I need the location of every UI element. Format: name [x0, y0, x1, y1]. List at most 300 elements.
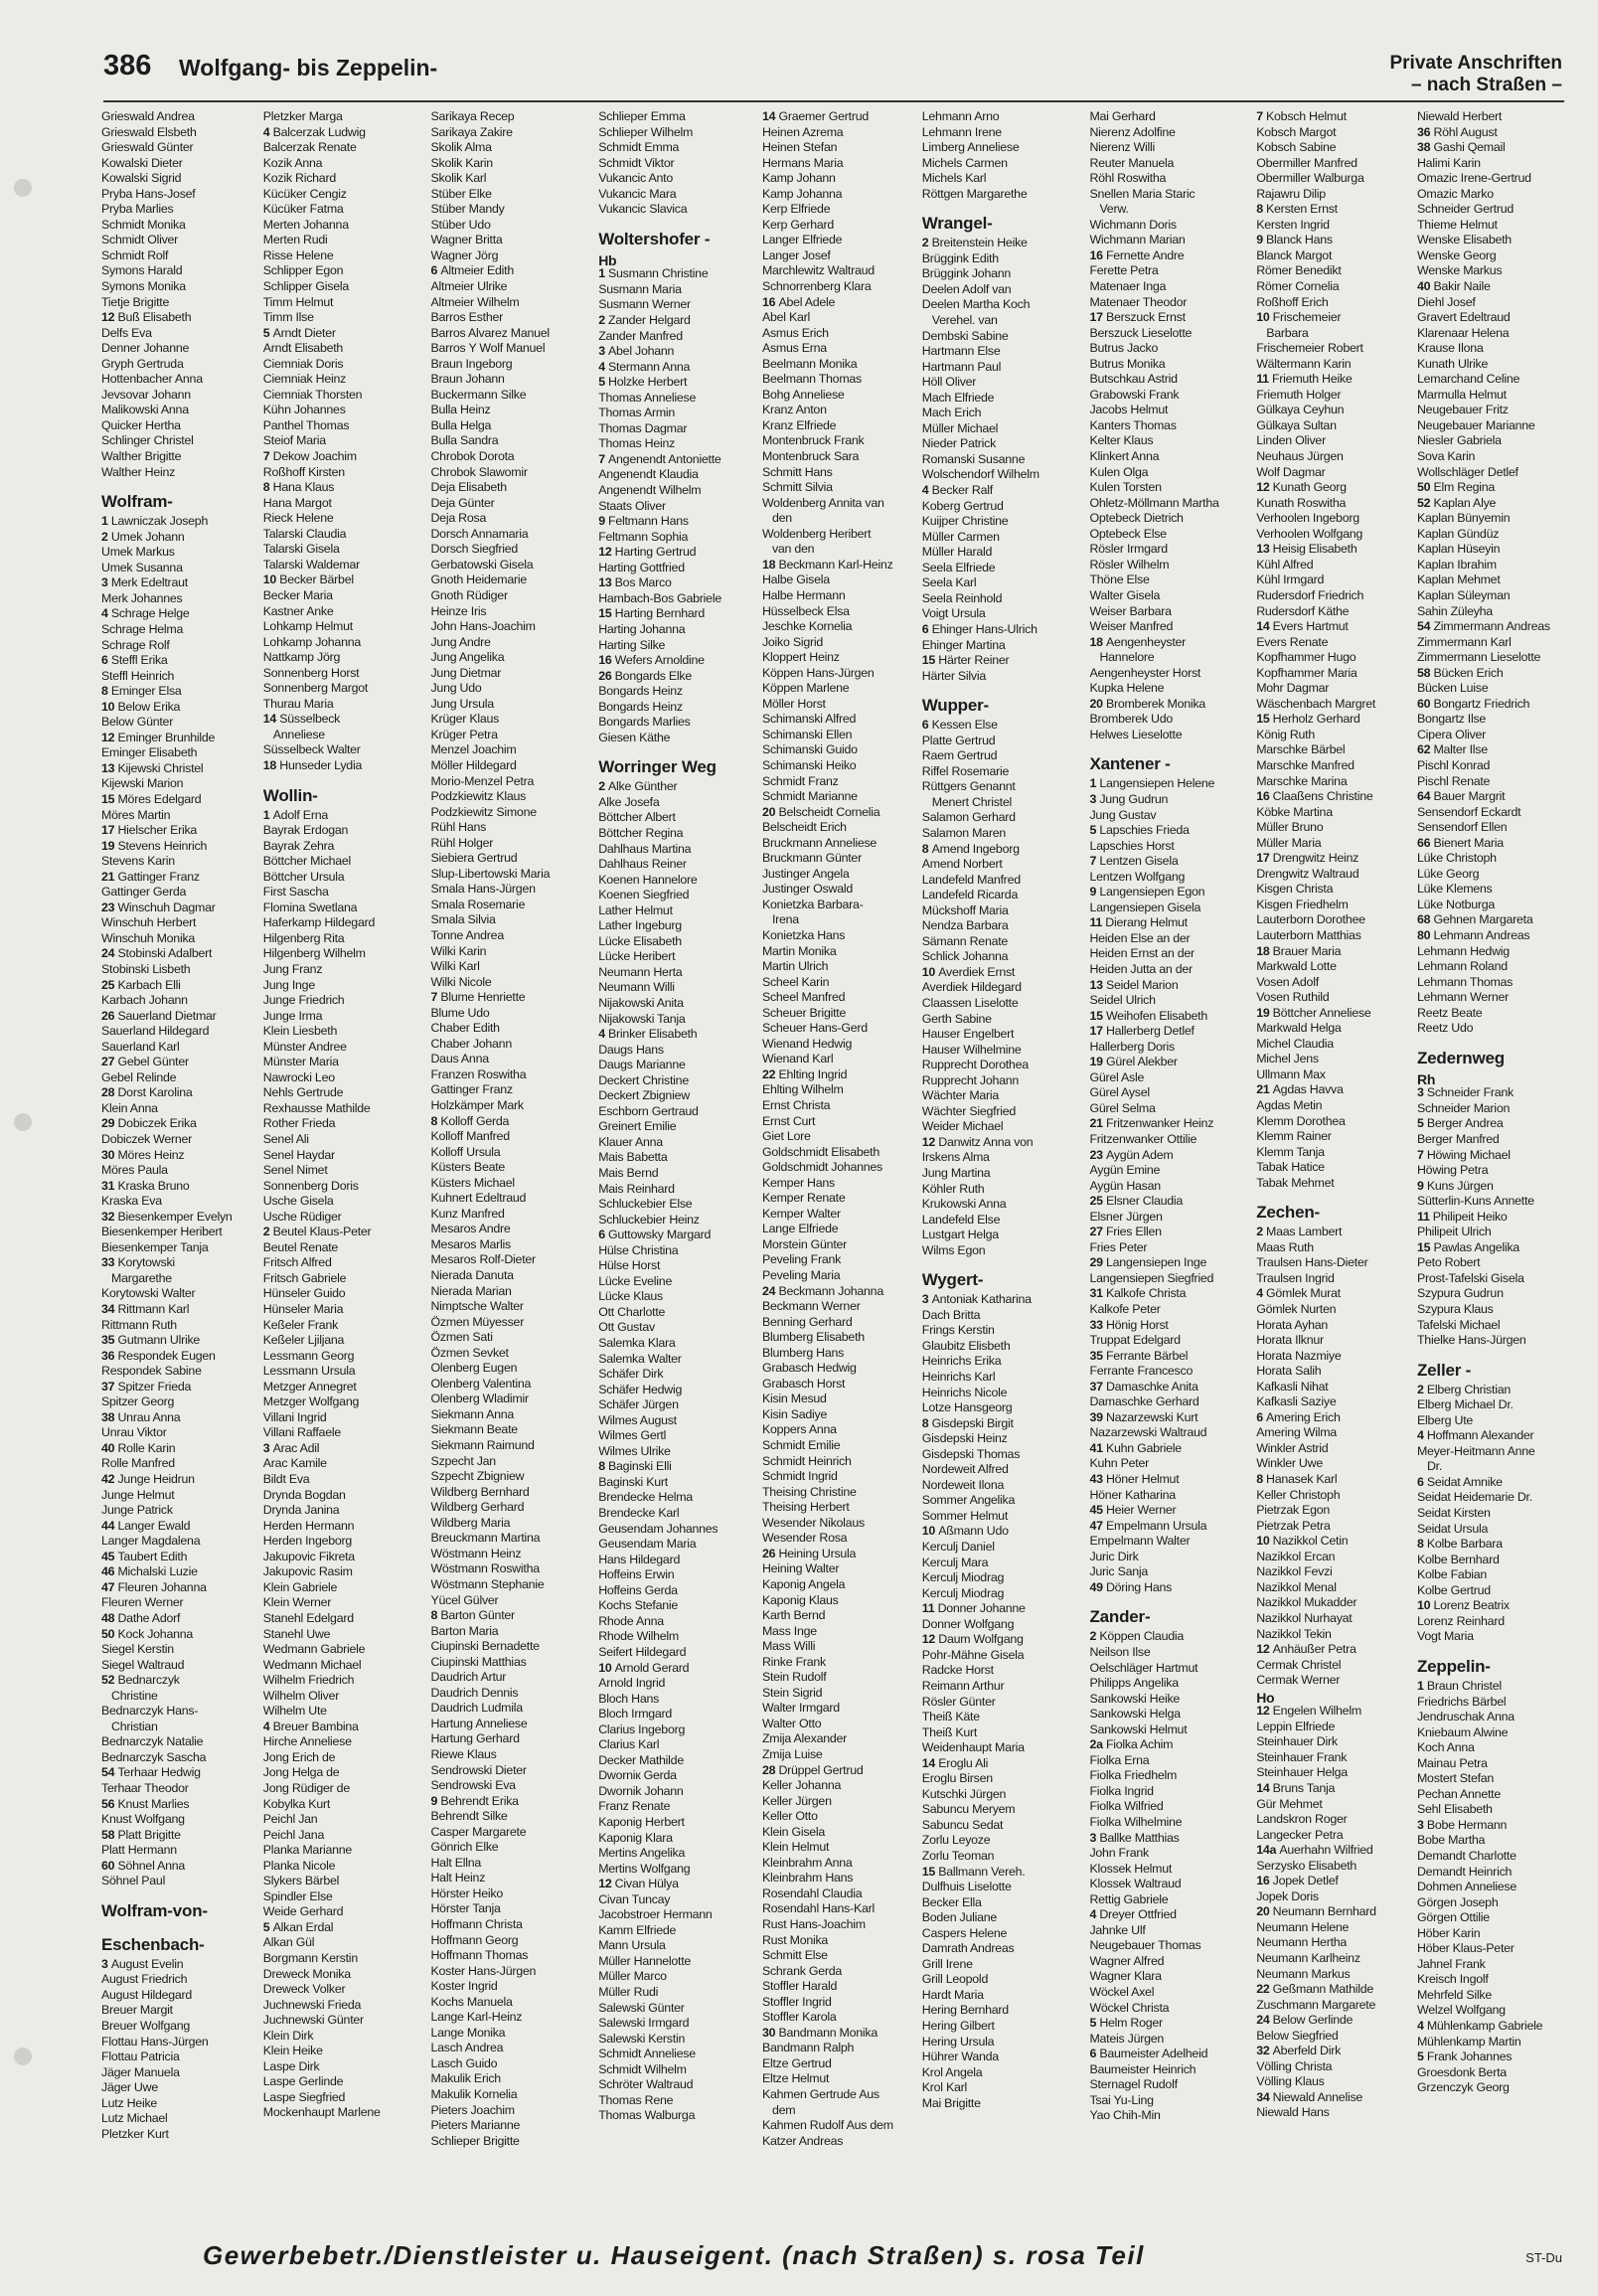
house-number: 14 — [262, 712, 280, 727]
resident-entry: Lehmann Thomas — [1416, 974, 1514, 989]
resident-entry: Rüttgers Genannt — [921, 779, 1016, 794]
resident-entry: Yao Chih-Min — [1089, 2108, 1161, 2123]
resident-entry: Gebel Relinde — [101, 1069, 177, 1084]
resident-entry: Schmidt Heinrich — [761, 1453, 852, 1468]
district-code: Hb — [598, 251, 617, 267]
resident-entry: Usche Gisela — [262, 1194, 334, 1209]
resident-entry: Lessmann Ursula — [262, 1364, 356, 1379]
house-number: 30 — [101, 1147, 118, 1162]
resident-entry: 2 Alke Günther — [598, 779, 678, 794]
resident-entry: Görgen Joseph — [1416, 1894, 1499, 1909]
section-title-line2: – nach Straßen – — [1410, 75, 1562, 95]
resident-entry: Gürel Asle — [1089, 1069, 1145, 1084]
resident-entry: Neugebauer Thomas — [1089, 1938, 1201, 1953]
resident-entry: Thurau Maria — [262, 696, 334, 711]
resident-entry: Rust Monika — [761, 1932, 829, 1947]
resident-entry: Barros Alvarez Manuel — [430, 325, 550, 340]
resident-entry: Sommer Angelika — [921, 1493, 1016, 1508]
resident-entry: Szpecht Jan — [430, 1453, 496, 1468]
resident-entry: Jopek Doris — [1256, 1888, 1319, 1903]
resident-entry: Beutel Renate — [262, 1239, 339, 1254]
house-number: 2 — [598, 779, 609, 794]
resident-entry: 18 Aengenheyster — [1089, 634, 1187, 649]
resident-entry: 2 Umek Johann — [101, 529, 185, 544]
resident-entry: Krause Ilona — [1416, 341, 1484, 356]
resident-entry: Bongartz Ilse — [1416, 712, 1487, 727]
resident-entry: Lehmann Arno — [921, 109, 1000, 123]
resident-entry: 29 Dobiczek Erika — [101, 1116, 197, 1131]
house-number: 58 — [101, 1827, 118, 1842]
resident-entry: Koster Hans-Jürgen — [430, 1963, 537, 1978]
resident-entry: Ehlting Wilhelm — [761, 1082, 844, 1097]
resident-entry: Drynda Bogdan — [262, 1487, 346, 1502]
resident-entry: Keßeler Frank — [262, 1317, 339, 1332]
house-number: 39 — [1089, 1409, 1106, 1424]
resident-entry: Klein Werner — [262, 1595, 332, 1610]
resident-entry: 3 Ballke Matthias — [1089, 1830, 1180, 1845]
resident-entry: Wildberg Gerhard — [430, 1500, 525, 1515]
resident-entry: Böttcher Michael — [262, 854, 352, 869]
resident-entry: Smala Hans-Jürgen — [430, 882, 536, 897]
resident-entry: Harting Gottfried — [598, 560, 685, 574]
resident-entry: Zimmermann Karl — [1416, 634, 1512, 649]
house-number: 4 — [598, 359, 609, 374]
resident-entry: Blumberg Hans — [761, 1345, 845, 1360]
resident-entry: Kerculj Daniel — [921, 1540, 995, 1555]
resident-entry: Horata Salih — [1256, 1364, 1322, 1379]
resident-entry: Sarikaya Recep — [430, 109, 515, 123]
house-number: 6 — [598, 1228, 609, 1242]
resident-entry: Mesaros Marlis — [430, 1236, 511, 1251]
resident-entry: 2 Beutel Klaus-Peter — [262, 1225, 372, 1239]
resident-entry: 15 Harting Bernhard — [598, 606, 706, 621]
resident-entry: Timm Helmut — [262, 294, 334, 309]
resident-entry: Belscheidt Erich — [761, 820, 847, 835]
house-number: 2 — [598, 313, 609, 328]
resident-entry: Gür Mehmet — [1256, 1796, 1323, 1811]
resident-entry: Rajawru Dilip — [1256, 186, 1326, 201]
resident-entry: Görgen Ottilie — [1416, 1910, 1490, 1925]
resident-entry: Junge Helmut — [101, 1487, 175, 1502]
street-heading: Wolfram- — [101, 492, 173, 512]
resident-entry: Böttcher Regina — [598, 825, 684, 840]
resident-entry: Herden Hermann — [262, 1518, 355, 1533]
resident-entry: 12 Anhäußer Petra — [1256, 1642, 1357, 1657]
resident-entry: Sauerland Hildegard — [101, 1024, 210, 1039]
resident-entry: Kijewski Marion — [101, 776, 184, 791]
resident-entry: Cipera Oliver — [1416, 727, 1487, 741]
resident-entry: Deja Rosa — [430, 511, 487, 526]
house-number: 4 — [1256, 1286, 1267, 1301]
resident-entry: Beelmann Monika — [761, 356, 858, 371]
resident-entry: Halbe Gisela — [761, 573, 830, 587]
resident-entry: Gravert Edeltraud — [1416, 310, 1511, 325]
resident-entry: 17 Drengwitz Heinz — [1256, 851, 1359, 866]
resident-entry: Bednarczyk Natalie — [101, 1734, 204, 1749]
resident-entry: Dulfhuis Liselotte — [921, 1880, 1012, 1894]
resident-entry: 21 Agdas Havva — [1256, 1082, 1344, 1097]
resident-entry: Junge Friedrich — [262, 993, 345, 1008]
resident-entry: Butschkau Astrid — [1089, 372, 1178, 387]
resident-entry: Sova Karin — [1416, 449, 1476, 464]
resident-entry: Demandt Charlotte — [1416, 1848, 1517, 1863]
section-title-line1: Private Anschriften — [1389, 53, 1562, 74]
resident-entry: Gönrich Elke — [430, 1840, 499, 1855]
resident-entry: 19 Stevens Heinrich — [101, 838, 208, 853]
resident-entry: Bulla Heinz — [430, 403, 491, 417]
street-heading: Zeppelin- — [1416, 1656, 1491, 1676]
resident-entry: Gömlek Nurten — [1256, 1302, 1337, 1317]
resident-entry: 9 Behrendt Erika — [430, 1793, 519, 1808]
resident-entry: Optebeck Else — [1089, 526, 1167, 541]
resident-entry: Umek Susanna — [101, 560, 183, 574]
resident-entry: Özmen Müyesser — [430, 1314, 525, 1329]
resident-entry: Elsner Jürgen — [1089, 1209, 1163, 1224]
house-number: 4 — [1416, 1428, 1427, 1443]
resident-entry: Jung Angelika — [430, 650, 505, 665]
street-heading: Zeller - — [1416, 1360, 1472, 1380]
street-heading: Zander- — [1089, 1607, 1151, 1627]
resident-entry: 31 Kalkofe Christa — [1089, 1286, 1187, 1301]
resident-entry: Meyer-Heitmann Anne — [1416, 1443, 1535, 1458]
entry-continuation: Margarethe — [111, 1270, 172, 1285]
resident-entry: Laspe Dirk — [262, 2058, 320, 2073]
resident-entry: Lapschies Horst — [1089, 838, 1175, 853]
resident-entry: 46 Michalski Luzie — [101, 1564, 198, 1579]
house-number: 3 — [262, 1440, 273, 1455]
resident-entry: Stüber Udo — [430, 217, 491, 232]
resident-entry: Barton Maria — [430, 1623, 499, 1638]
house-number: 10 — [921, 1524, 939, 1539]
house-number: 8 — [921, 1415, 932, 1430]
resident-entry: Salewski Kerstin — [598, 2031, 686, 2046]
resident-entry: Salamon Maren — [921, 825, 1006, 840]
house-number: 3 — [1089, 1830, 1100, 1845]
resident-entry: Stoffler Harald — [761, 1979, 838, 1994]
house-number: 28 — [761, 1762, 779, 1777]
resident-entry: 6 Altmeier Edith — [430, 263, 514, 278]
street-heading: Wygert- — [921, 1270, 984, 1290]
house-number: 36 — [101, 1348, 118, 1363]
house-number: 18 — [1089, 634, 1106, 649]
resident-entry: Smala Silvia — [430, 912, 496, 927]
resident-entry: Irskens Alma — [921, 1150, 990, 1165]
house-number: 6 — [101, 653, 111, 668]
resident-entry: Juric Dirk — [1089, 1549, 1139, 1563]
resident-entry: 18 Brauer Maria — [1256, 943, 1342, 958]
resident-entry: Nazikkol Ercan — [1256, 1549, 1336, 1563]
resident-entry: Walther Brigitte — [101, 449, 182, 464]
resident-entry: Schrank Gerda — [761, 1963, 843, 1978]
house-number: 50 — [1416, 480, 1434, 495]
resident-entry: Kolbe Bernhard — [1416, 1552, 1500, 1566]
house-number: 5 — [1089, 823, 1100, 838]
resident-entry: Rösler Günter — [921, 1694, 996, 1709]
resident-entry: Horata Nazmiye — [1256, 1348, 1342, 1363]
resident-entry: 21 Fritzenwanker Heinz — [1089, 1116, 1214, 1131]
resident-entry: Kerculj Miodrag — [921, 1570, 1005, 1585]
resident-entry: Klinkert Anna — [1089, 449, 1160, 464]
resident-entry: 29 Langensiepen Inge — [1089, 1255, 1207, 1270]
resident-entry: Szypura Gudrun — [1416, 1286, 1504, 1301]
resident-entry: Heiden Jutta an der — [1089, 961, 1193, 976]
resident-entry: Obermiller Manfred — [1256, 155, 1358, 170]
resident-entry: 4 Breuer Bambina — [262, 1719, 359, 1733]
resident-entry: Lohkamp Helmut — [262, 619, 353, 634]
resident-entry: Merk Johannes — [101, 590, 183, 605]
resident-entry: Clarius Ingeborg — [598, 1722, 686, 1736]
resident-entry: Kolloff Ursula — [430, 1144, 501, 1159]
resident-entry: Lasch Andrea — [430, 2041, 504, 2055]
resident-entry: Wöstmann Stephanie — [430, 1576, 545, 1591]
section-title — [1389, 53, 1562, 96]
house-number: 12 — [921, 1632, 939, 1647]
footer-note: Gewerbebetr./Dienstleister u. Hauseigent. (nach Straßen) s. rosa Teil — [203, 2240, 1145, 2270]
resident-entry: Kanters Thomas — [1089, 417, 1177, 432]
resident-entry: Becker Maria — [262, 587, 333, 602]
resident-entry: Kuhnert Edeltraud — [430, 1191, 527, 1206]
resident-entry: Franzen Roswitha — [430, 1066, 527, 1081]
resident-entry: Bayrak Zehra — [262, 838, 335, 853]
resident-entry: 11 Dierang Helmut — [1089, 915, 1188, 930]
resident-entry: Langer Elfriede — [761, 233, 843, 247]
resident-entry: Arndt Elisabeth — [262, 341, 344, 356]
resident-entry: Dwornik Johann — [598, 1783, 684, 1798]
house-number: 17 — [1089, 1024, 1106, 1039]
resident-entry: Kisgen Christa — [1256, 882, 1334, 897]
house-number: 23 — [1089, 1147, 1106, 1162]
resident-entry: Salewski Irmgard — [598, 2016, 690, 2031]
resident-entry: Reuter Manuela — [1089, 155, 1175, 170]
house-number: 31 — [1089, 1286, 1106, 1301]
resident-entry: 30 Bandmann Monika — [761, 2025, 879, 2040]
resident-entry: Koberg Gertrud — [921, 498, 1004, 513]
resident-entry: Hünseler Guido — [262, 1286, 346, 1301]
resident-entry: Gnoth Rüdiger — [430, 587, 508, 602]
footer-code: ST-Du — [1525, 2250, 1562, 2265]
resident-entry: Niesler Gabriela — [1416, 433, 1502, 448]
resident-entry: Podzkiewitz Simone — [430, 804, 537, 819]
resident-entry: Grabowski Frank — [1089, 387, 1180, 402]
house-number: 12 — [1256, 480, 1273, 495]
resident-entry: Schmidt Marianne — [761, 789, 858, 804]
resident-entry: Heinrichs Erika — [921, 1354, 1002, 1369]
resident-entry: Müller Michael — [921, 420, 999, 435]
resident-entry: Lutz Michael — [101, 2111, 168, 2126]
resident-entry: Ott Charlotte — [598, 1304, 666, 1319]
resident-entry: Peveling Frank — [761, 1252, 842, 1267]
district-code: Ho — [1256, 1689, 1275, 1705]
resident-entry: Gülkaya Sultan — [1256, 417, 1337, 432]
resident-entry: Kunz Manfred — [430, 1206, 505, 1221]
resident-entry: Wolf Dagmar — [1256, 464, 1326, 479]
resident-entry: Köbke Martina — [1256, 804, 1333, 819]
resident-entry: Schlinger Christel — [101, 433, 194, 448]
resident-entry: John Frank — [1089, 1846, 1149, 1861]
resident-entry: Hans Hildegard — [598, 1552, 681, 1566]
resident-entry: 7 Dekow Joachim — [262, 449, 357, 464]
resident-entry: Stevens Karin — [101, 854, 175, 869]
resident-entry: Köppen Marlene — [761, 681, 850, 696]
resident-entry: Zuschmann Margarete — [1256, 1997, 1376, 2012]
resident-entry: Gürel Aysel — [1089, 1085, 1150, 1100]
resident-entry: Thomas Rene — [598, 2092, 674, 2107]
resident-entry: Wilms Egon — [921, 1242, 986, 1257]
resident-entry: Jäger Manuela — [101, 2064, 180, 2079]
resident-entry: 30 Möres Heinz — [101, 1147, 185, 1162]
resident-entry: Marchlewitz Waltraud — [761, 263, 875, 278]
resident-entry: Krüger Klaus — [430, 712, 500, 727]
resident-entry: Pieters Marianne — [430, 2118, 521, 2133]
resident-entry: Wolschendorf Wilhelm — [921, 467, 1039, 482]
resident-entry: 21 Gattinger Franz — [101, 869, 200, 884]
resident-entry: Harting Johanna — [598, 621, 686, 636]
resident-entry: Schnorrenberg Klara — [761, 279, 872, 294]
resident-entry: Brüggink Johann — [921, 266, 1012, 281]
house-number: 1 — [1089, 776, 1100, 791]
resident-entry: Grieswald Elsbeth — [101, 124, 197, 139]
resident-entry: Dahlhaus Martina — [598, 841, 692, 856]
resident-entry: Hüsselbeck Elsa — [761, 603, 850, 618]
resident-entry: Michels Karl — [921, 171, 987, 186]
resident-entry: Daus Anna — [430, 1052, 489, 1066]
resident-entry: 15 Ballmann Vereh. — [921, 1864, 1026, 1879]
resident-entry: Wilmes Gertl — [598, 1428, 667, 1443]
resident-entry: 27 Gebel Günter — [101, 1055, 189, 1069]
resident-entry: 45 Heier Werner — [1089, 1503, 1177, 1518]
resident-entry: Kaponig Angela — [761, 1576, 846, 1591]
resident-entry: 5 Helm Roger — [1089, 2016, 1163, 2031]
resident-entry: Angenendt Klaudia — [598, 467, 699, 482]
house-number: 12 — [921, 1134, 939, 1149]
resident-entry: Hartung Anneliese — [430, 1716, 528, 1730]
resident-entry: 38 Gashi Qemail — [1416, 140, 1506, 155]
resident-entry: Mertins Angelika — [598, 1846, 686, 1861]
resident-entry: Kaponig Herbert — [598, 1814, 685, 1829]
resident-entry: Nimptsche Walter — [430, 1299, 524, 1314]
street-heading: Zedernweg — [1416, 1048, 1505, 1067]
resident-entry: Nazikkol Nurhayat — [1256, 1610, 1353, 1625]
resident-entry: 9 Blanck Hans — [1256, 233, 1333, 247]
resident-entry: 12 Engelen Wilhelm — [1256, 1704, 1361, 1719]
house-number: 26 — [598, 668, 615, 683]
resident-entry: Ernst Curt — [761, 1113, 816, 1128]
resident-entry: Ciemniak Doris — [262, 356, 344, 371]
resident-entry: Salewski Günter — [598, 2000, 685, 2015]
resident-entry: Mateis Jürgen — [1089, 2031, 1165, 2046]
resident-entry: Biesenkemper Tanja — [101, 1239, 209, 1254]
resident-entry: Ciupinski Bernadette — [430, 1639, 540, 1654]
resident-entry: Giesen Käthe — [598, 730, 671, 744]
house-number: 43 — [1089, 1472, 1106, 1487]
resident-entry: 6 Seidat Amnike — [1416, 1474, 1503, 1489]
resident-entry: Theising Christine — [761, 1484, 857, 1499]
resident-entry: Neumann Herta — [598, 964, 683, 979]
resident-entry: Biesenkemper Heribert — [101, 1225, 223, 1239]
resident-entry: Pischl Renate — [1416, 773, 1491, 788]
resident-entry: Rust Hans-Joachim — [761, 1916, 866, 1931]
resident-entry: 12 Civan Hülya — [598, 1877, 679, 1891]
house-number: 10 — [101, 699, 118, 714]
resident-entry: 45 Taubert Edith — [101, 1549, 188, 1563]
house-number: 33 — [101, 1255, 118, 1270]
resident-entry: Senel Nimet — [262, 1163, 328, 1178]
resident-entry: Eroglu Birsen — [921, 1771, 993, 1786]
house-number: 8 — [598, 1459, 609, 1474]
resident-entry: Langer Magdalena — [101, 1534, 201, 1549]
resident-entry: Rühl Holger — [430, 835, 494, 850]
resident-entry: Braun Ingeborg — [430, 356, 513, 371]
resident-entry: Verhoolen Wolfgang — [1256, 526, 1363, 541]
resident-entry: Kozik Anna — [262, 155, 323, 170]
resident-entry: Deelen Martha Koch — [921, 297, 1031, 312]
resident-entry: Amering Wilma — [1256, 1425, 1337, 1440]
resident-entry: 3 Jung Gudrun — [1089, 791, 1169, 806]
resident-entry: Kerp Elfriede — [761, 202, 831, 217]
resident-entry: Metzger Wolfgang — [262, 1394, 360, 1409]
resident-entry: First Sascha — [262, 885, 329, 900]
resident-entry: Sternagel Rudolf — [1089, 2077, 1178, 2092]
resident-entry: Dembski Sabine — [921, 328, 1009, 343]
resident-entry: Truppat Edelgard — [1089, 1333, 1181, 1348]
house-number: 35 — [1089, 1348, 1106, 1363]
resident-entry: Flottau Hans-Jürgen — [101, 2034, 209, 2049]
resident-entry: Juchnewski Günter — [262, 2013, 364, 2028]
resident-entry: Bongards Heinz — [598, 699, 683, 714]
resident-entry: Hering Ursula — [921, 2034, 995, 2049]
house-number: 20 — [761, 804, 779, 819]
resident-entry: Deelen Adolf van — [921, 281, 1012, 296]
resident-entry: Drynda Janina — [262, 1503, 340, 1518]
resident-entry: 2 Maas Lambert — [1256, 1225, 1343, 1239]
resident-entry: Lange Karl-Heinz — [430, 2010, 523, 2025]
resident-entry: Höber Karin — [1416, 1925, 1481, 1940]
resident-entry: Zander Manfred — [598, 328, 683, 343]
house-number: 34 — [1256, 2089, 1273, 2104]
resident-entry: Steffl Heinrich — [101, 668, 175, 683]
resident-entry: Wilhelm Oliver — [262, 1688, 340, 1703]
resident-entry: 22 Ehlting Ingrid — [761, 1066, 848, 1081]
resident-entry: Niewald Herbert — [1416, 109, 1503, 123]
resident-entry: Seidat Heidemarie Dr. — [1416, 1490, 1532, 1505]
resident-entry: Nazikkol Fevzi — [1256, 1564, 1333, 1579]
resident-entry: Mass Willi — [761, 1639, 816, 1654]
resident-entry: 36 Röhl August — [1416, 124, 1498, 139]
resident-entry: Klein Dirk — [262, 2028, 314, 2043]
resident-entry: Landefeld Else — [921, 1212, 1001, 1227]
resident-entry: Baginski Kurt — [598, 1474, 668, 1489]
directory-column-3 — [430, 109, 598, 2234]
house-number: 7 — [1256, 109, 1267, 123]
resident-entry: Marschke Manfred — [1256, 757, 1355, 772]
resident-entry: Kafkasli Nihat — [1256, 1379, 1329, 1394]
resident-entry: 6 Baumeister Adelheid — [1089, 2047, 1208, 2061]
house-number: 52 — [1416, 495, 1434, 510]
house-number: 27 — [101, 1055, 118, 1069]
resident-entry: Amend Norbert — [921, 857, 1003, 872]
house-number: 2 — [262, 1225, 273, 1239]
resident-entry: Juric Sanja — [1089, 1564, 1149, 1579]
resident-entry: Özmen Sati — [430, 1330, 493, 1345]
resident-entry: Neumann Karlheinz — [1256, 1950, 1360, 1965]
resident-entry: Grill Irene — [921, 1956, 973, 1971]
resident-entry: 18 Beckmann Karl-Heinz — [761, 557, 893, 572]
resident-entry: Metzger Annegret — [262, 1379, 357, 1394]
house-number: 10 — [1416, 1598, 1434, 1613]
resident-entry: 26 Bongards Elke — [598, 668, 693, 683]
resident-entry: 20 Neumann Bernhard — [1256, 1904, 1376, 1919]
resident-entry: Bloch Hans — [598, 1691, 660, 1706]
